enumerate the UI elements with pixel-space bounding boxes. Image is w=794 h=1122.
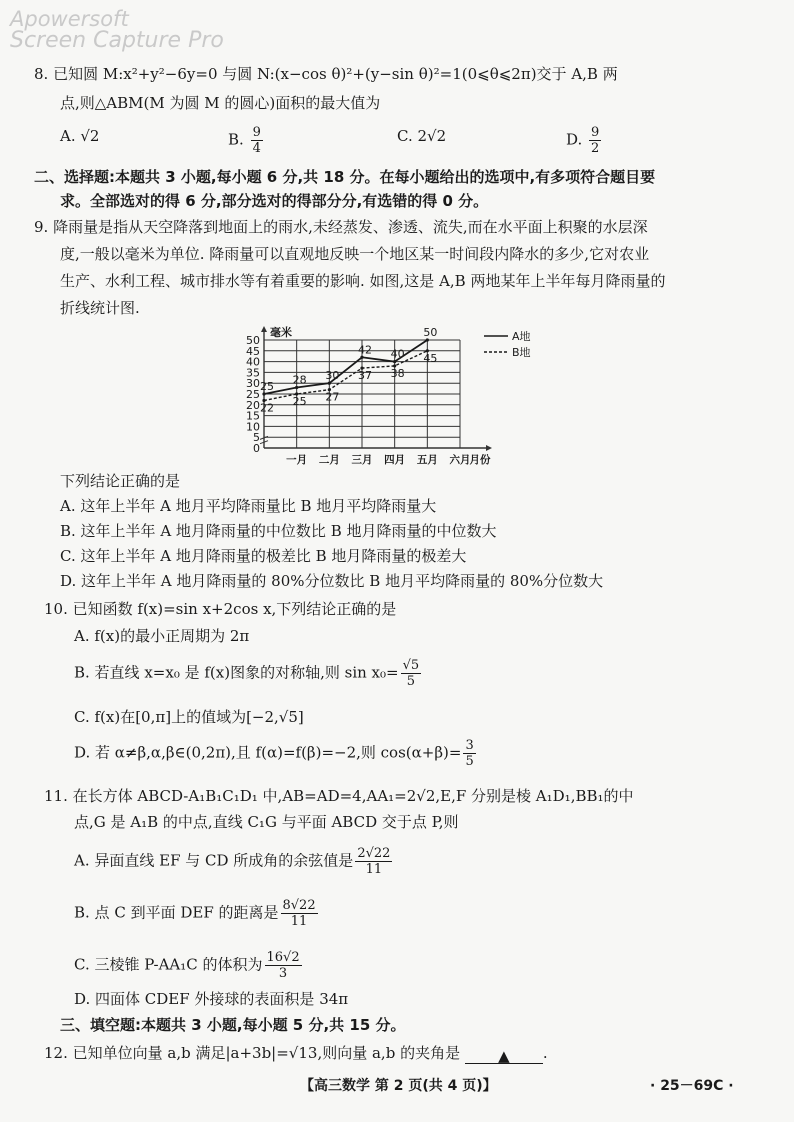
q8-line1: 8. 已知圆 M:x²+y²−6y=0 与圆 N:(x−cos θ)²+(y−sin θ)²=1(0⩽θ⩽2π)交于 A,B 两 [34, 65, 618, 83]
data-label: 28 [292, 373, 307, 387]
q8-option-c: C. 2√2 [397, 127, 447, 145]
x-tick-label: 三月 [351, 454, 373, 466]
watermark [10, 8, 224, 52]
q11-option-c-text: C. 三棱锥 P-AA₁C 的体积为 [74, 955, 263, 974]
q9-option-d: D. 这年上半年 A 地月降雨量的 80%分位数比 B 地月平均降雨量的 80%分位数大 [60, 572, 604, 590]
q9-line3: 生产、水利工程、城市排水等有着重要的影响. 如图,这是 A,B 两地某年上半年每月降雨量的 [60, 272, 666, 290]
q8-option-b-fraction [251, 125, 263, 156]
q12-end: . [542, 1044, 548, 1062]
q10-option-b-fraction [401, 658, 422, 689]
q11-option-c [74, 950, 304, 981]
x-tick-label: 一月 [286, 454, 308, 466]
y-tick-label: 5 [253, 431, 260, 445]
q8-option-b-label: B. [228, 130, 244, 149]
data-label: 37 [358, 369, 372, 383]
q9-line1: 9. 降雨量是指从天空降落到地面上的雨水,未经蒸发、渗透、流失,而在水平面上积聚的水层深 [34, 218, 648, 236]
q9-option-a: A. 这年上半年 A 地月平均降雨量比 B 地月平均降雨量大 [60, 497, 437, 515]
data-label: 25 [260, 380, 274, 393]
triangle-icon: ▲ [498, 1047, 510, 1065]
section3-heading: 三、填空题:本题共 3 小题,每小题 5 分,共 15 分。 [60, 1016, 406, 1034]
data-label: 38 [390, 366, 405, 380]
legend-label: A地 [512, 330, 531, 343]
q11-option-d: D. 四面体 CDEF 外接球的表面积是 34π [74, 990, 349, 1008]
q11-option-b-fraction [281, 898, 318, 929]
fraction-denominator: 5 [406, 674, 416, 689]
fraction-denominator: 4 [252, 141, 261, 156]
y-tick-label: 45 [246, 344, 260, 358]
q8-line2: 点,则△ABM(M 为圆 M 的圆心)面积的最大值为 [60, 94, 381, 112]
footer-page-info: 【高三数学 第 2 页(共 4 页)】 [300, 1078, 497, 1094]
q8-option-d-label: D. [566, 130, 583, 149]
q11-line2: 点,G 是 A₁B 的中点,直线 C₁G 与平面 ABCD 交于点 P,则 [74, 813, 459, 831]
data-label: 45 [423, 351, 438, 365]
q10-option-c: C. f(x)在[0,π]上的值域为[−2,√5] [74, 708, 304, 726]
x-axis-arrow-icon [486, 445, 492, 451]
q11-option-a [74, 846, 394, 877]
fraction-denominator: 11 [290, 914, 308, 929]
data-label: 30 [325, 369, 340, 383]
q10-option-d [74, 738, 478, 769]
fraction-numerator: 3 [465, 738, 474, 753]
x-tick-label: 二月 [318, 454, 340, 466]
section2-line1: 二、选择题:本题共 3 小题,每小题 6 分,共 18 分。在每小题给出的选项中,有多项符合题目要 [34, 168, 656, 186]
y-tick-label: 20 [246, 398, 260, 412]
x-axis-label: 月份 [469, 454, 491, 466]
fraction-numerator: 2√22 [357, 846, 391, 861]
y-tick-label: 35 [246, 366, 260, 380]
watermark-line2: Screen Capture Pro [10, 28, 224, 53]
fraction-numerator: 9 [591, 125, 600, 140]
data-label: 40 [390, 347, 405, 361]
fraction-numerator: 16√2 [266, 950, 300, 965]
fraction-numerator: √5 [402, 658, 420, 673]
fraction-numerator: 9 [252, 125, 261, 140]
q10-option-b-text: B. 若直线 x=x₀ 是 f(x)图象的对称轴,则 sin x₀= [74, 663, 399, 682]
rainfall-line-chart [240, 320, 600, 474]
data-label: 22 [260, 401, 274, 415]
q8-option-a: A. √2 [60, 127, 100, 145]
y-tick-label: 25 [246, 388, 260, 401]
q8-option-b [228, 125, 265, 156]
q10-option-d-fraction [463, 738, 475, 769]
y-axis-arrow-icon [261, 326, 267, 332]
q12-text: 12. 已知单位向量 a,b 满足|a+3b|=√13,则向量 a,b 的夹角是 [44, 1044, 461, 1062]
q11-option-a-text: A. 异面直线 EF 与 CD 所成角的余弦值是 [74, 851, 354, 870]
fraction-denominator: 3 [278, 966, 288, 981]
q10-option-a: A. f(x)的最小正周期为 2π [74, 627, 250, 645]
q9-option-c: C. 这年上半年 A 地月降雨量的极差比 B 地月降雨量的极差大 [60, 547, 467, 565]
y-tick-label: 10 [246, 420, 260, 434]
y-tick-label: 30 [246, 377, 260, 391]
data-label: 27 [325, 390, 340, 404]
q10-stem: 10. 已知函数 f(x)=sin x+2cos x,下列结论正确的是 [44, 600, 397, 618]
fraction-denominator: 5 [465, 754, 474, 769]
q10-option-d-text: D. 若 α≠β,α,β∈(0,2π),且 f(α)=f(β)=−2,则 cos(α+β)= [74, 743, 462, 762]
q9-line2: 度,一般以毫米为单位. 降雨量可以直观地反映一个地区某一时间段内降水的多少,它对农业 [60, 245, 650, 263]
q11-option-c-fraction [265, 950, 302, 981]
q8-option-d-fraction [589, 125, 601, 156]
legend-label: B地 [512, 346, 531, 359]
q10-option-b [74, 658, 423, 689]
y-tick-label: 40 [246, 355, 260, 369]
fraction-denominator: 11 [365, 862, 383, 877]
watermark-line1: Apowersoft [10, 7, 129, 31]
x-tick-label: 四月 [384, 454, 406, 466]
q8-option-d [566, 125, 603, 156]
y-tick-label: 50 [246, 334, 260, 347]
y-axis-label: 毫米 [270, 326, 292, 339]
section2-line2: 求。全部选对的得 6 分,部分选对的得部分分,有选错的得 0 分。 [60, 192, 489, 210]
x-tick-label: 六月 [449, 454, 471, 466]
chart-svg [240, 320, 600, 470]
q9-question: 下列结论正确的是 [60, 472, 181, 490]
q11-line1: 11. 在长方体 ABCD-A₁B₁C₁D₁ 中,AB=AD=4,AA₁=2√2,E,F 分别是棱 A₁D₁,BB₁的中 [44, 787, 634, 805]
fraction-numerator: 8√22 [282, 898, 316, 913]
data-label: 42 [358, 343, 372, 357]
footer-code: · 25－69C · [650, 1078, 734, 1094]
y-tick-label: 0 [253, 442, 260, 455]
y-tick-label: 15 [246, 409, 260, 423]
fraction-denominator: 2 [591, 141, 600, 156]
q9-line4: 折线统计图. [60, 299, 140, 317]
answer-blank [465, 1045, 543, 1064]
q9-option-b: B. 这年上半年 A 地月降雨量的中位数比 B 地月降雨量的中位数大 [60, 522, 497, 540]
q11-option-a-fraction [355, 846, 392, 877]
q11-option-b-text: B. 点 C 到平面 DEF 的距离是 [74, 903, 279, 922]
data-label: 50 [423, 326, 438, 339]
q12-line [44, 1042, 548, 1064]
data-label: 25 [292, 395, 307, 408]
q11-option-b [74, 898, 320, 929]
x-tick-label: 五月 [416, 454, 438, 466]
